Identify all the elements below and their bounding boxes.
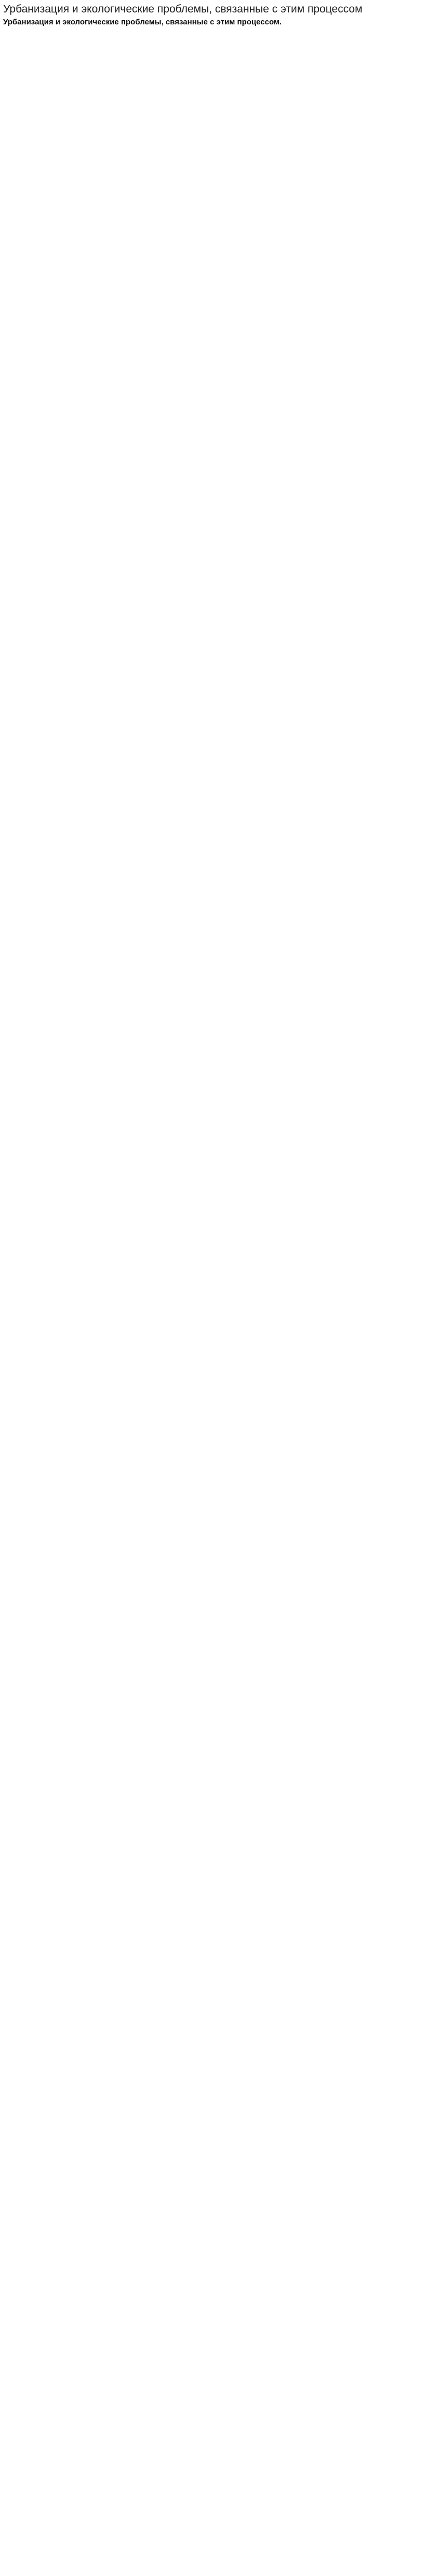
article-body <box>3 30 431 240</box>
paragraph-4 <box>3 114 431 122</box>
page <box>0 0 434 240</box>
article-header: Урбанизация и экологические проблемы, связанные с этим процессом. <box>3 18 282 26</box>
paragraph-6 <box>3 161 431 169</box>
paragraph-2 <box>3 46 431 54</box>
paragraph-5 <box>3 129 431 138</box>
paragraph-3 <box>3 69 431 77</box>
paragraph-8 <box>3 231 431 240</box>
paragraph-7 <box>3 193 431 201</box>
paragraph-1 <box>3 30 431 38</box>
page-title: Урбанизация и экологические проблемы, связанные с этим процессом <box>3 3 363 15</box>
